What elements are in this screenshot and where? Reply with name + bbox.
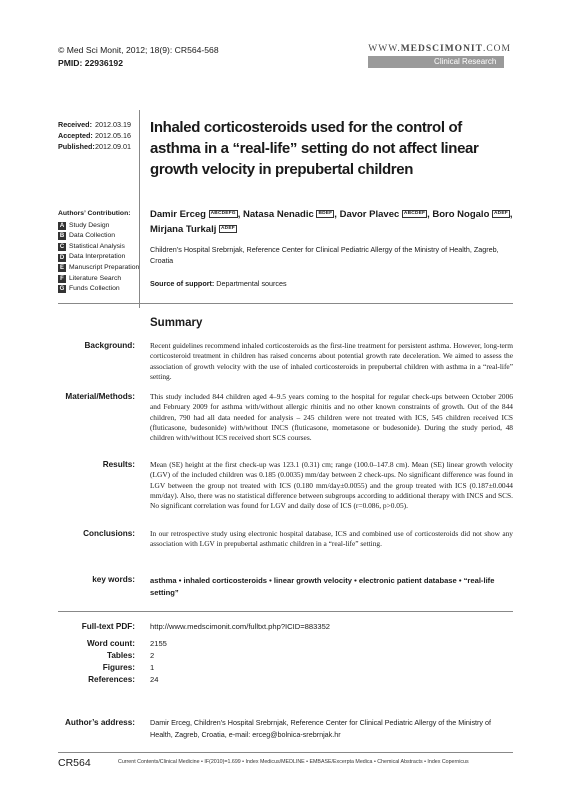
author-roles: ADEF	[494, 211, 508, 216]
date-label: Published:	[58, 142, 95, 151]
author-roles: ABCDEFG	[210, 211, 236, 216]
brand-suffix: .COM	[482, 44, 511, 54]
tables-value: 2	[150, 651, 155, 660]
author-name: Natasa Nenadic	[243, 209, 314, 220]
date-row	[58, 119, 131, 130]
figures-value: 1	[150, 663, 155, 672]
references-label: References:	[88, 675, 135, 684]
author-name: Mirjana Turkalj	[150, 223, 217, 235]
keywords-text: asthma • inhaled corticosteroids • linear growth velocity • electronic patient database • “real-life setting”	[150, 576, 495, 597]
brand-name: MEDSCIMONIT	[400, 44, 483, 54]
contribution-label: Data Interpretation	[69, 253, 126, 261]
conclusions-label: Conclusions:	[83, 529, 135, 538]
contribution-code: G	[59, 286, 65, 293]
summary-heading: Summary	[150, 317, 203, 329]
author-name: Davor Plavec	[339, 209, 400, 220]
tables-label: Tables:	[106, 651, 135, 660]
contribution-item	[58, 263, 139, 274]
contribution-label: Literature Search	[69, 274, 122, 282]
figures-label: Figures:	[102, 663, 135, 672]
date-value: 2012.09.01	[95, 142, 131, 151]
date-label: Received:	[58, 120, 92, 129]
contribution-item	[58, 274, 139, 285]
footer-divider	[58, 752, 513, 753]
contribution-label: Data Collection	[69, 232, 116, 240]
citation: © Med Sci Monit, 2012; 18(9): CR564-568	[58, 45, 219, 55]
journal-header	[58, 44, 219, 70]
section-divider	[58, 303, 513, 304]
contribution-label: Funds Collection	[69, 285, 120, 293]
contribution-code: F	[58, 275, 66, 283]
fulltext-link[interactable]: http://www.medscimonit.com/fulltxt.php?ICID=883352	[150, 622, 331, 631]
author-roles: ABCDEF	[403, 211, 426, 216]
contribution-code: E	[59, 265, 64, 272]
date-value: 2012.05.16	[95, 131, 131, 140]
author-name: Damir Erceg	[150, 209, 206, 220]
background-label: Background:	[84, 341, 135, 350]
support-label: Source of support:	[150, 279, 215, 288]
results-text: Mean (SE) height at the first check-up was 123.1 (0.31) cm; range (100.0–147.8 cm). Mean (SE) linear growth velocity (LGV) of the included children was 0.185 (0.0035) mm/day between 2 check-ups. No significant difference was found in LGV between the group not treated with ICS (0.180 mm/day±0.0055) and the group treated with ICS (0.187±0.0044 mm/day). Also, there was no statistical difference between subgroups according to additional therapy with INCS and SCS. No significant correlation was found for LGV and daily dose of ICS (r=0.086, p>0.05).	[150, 460, 513, 511]
conclusions-text: In our retrospective study using electronic hospital database, ICS and combined use of corticosteroids did not show any association with LGV in prepubertal asthmatic children in a “real-life” setting.	[150, 529, 513, 549]
references-value: 24	[150, 675, 159, 684]
date-value: 2012.03.19	[95, 120, 131, 129]
contribution-item	[58, 231, 139, 242]
contribution-item	[58, 284, 139, 295]
methods-text: This study included 844 children aged 4–9.5 years coming to the hospital for regular check-ups between October 2006 and February 2009 for asthma with/without allergic rhinitis and no other known constraints of growth. Out of the 844 children, 790 had all data needed for analysis – 245 children were not treated with ICS, 545 children received ICS (fluticasone, budesonide) with/without INCS (fluticasone, mometasone or budesonide). During the study period, 48 children with/without ICS received short SCS courses.	[150, 392, 513, 443]
author-list: Damir Erceg ABCDEFG , Natasa Nenadic BDEF , Davor Plavec ABCDEF , Boro Nogalo ADEF , Mirjana Turkalj ADEF	[150, 209, 513, 235]
section-badge: Clinical Research	[368, 56, 504, 68]
author-contributions	[58, 209, 139, 295]
publication-dates	[58, 119, 131, 152]
contribution-code: C	[59, 244, 65, 251]
author-roles: BDEF	[318, 211, 333, 216]
section-divider	[58, 611, 513, 612]
source-of-support	[150, 279, 287, 288]
methods-label: Material/Methods:	[65, 392, 135, 401]
fulltext-label: Full-text PDF:	[81, 622, 135, 631]
journal-brand	[368, 44, 511, 68]
contribution-label: Study Design	[69, 221, 110, 229]
author-roles: ADEF	[220, 225, 235, 231]
contribution-label: Statistical Analysis	[69, 242, 125, 250]
page-number: CR564	[58, 757, 91, 769]
contribution-item	[58, 252, 139, 263]
author-name: Boro Nogalo	[432, 209, 490, 220]
support-value: Departmental sources	[216, 279, 287, 288]
address-label: Author’s address:	[64, 718, 135, 727]
author-address: Damir Erceg, Children’s Hospital Srebrnjak, Reference Center for Clinical Pediatric Allergy of the Ministry of Health, Zagreb, Croatia, e-mail: erceg@bolnica-srebrnjak.hr	[150, 718, 492, 739]
brand-prefix: WWW.	[368, 44, 401, 54]
word-count-value: 2155	[150, 639, 167, 648]
contributions-heading: Authors’ Contribution:	[58, 210, 131, 217]
date-row	[58, 130, 131, 141]
word-count-label: Word count:	[86, 639, 135, 648]
contribution-item	[58, 221, 139, 232]
results-label: Results:	[102, 460, 135, 469]
date-label: Accepted:	[58, 131, 93, 140]
contribution-code: A	[59, 222, 65, 229]
pmid: PMID: 22936192	[58, 58, 123, 68]
contribution-code: B	[59, 233, 65, 240]
contribution-label: Manuscript Preparation	[69, 263, 140, 271]
brand-logo[interactable]	[368, 44, 511, 54]
background-text: Recent guidelines recommend inhaled corticosteroids as the first-line treatment for persistent asthma. However, long-term corticosteroid treatment in children has raised concerns about potential growth rate deceleration. We aimed to assess the association of growth velocity with the use of inhaled corticosteroids in prepubertal children with asthma in a “real-life” setting.	[150, 341, 513, 381]
affiliation: Children’s Hospital Srebrnjak, Reference Center for Clinical Pediatric Allergy of the Ministry of Health, Zagreb, Croatia	[150, 245, 499, 265]
contribution-item	[58, 242, 139, 253]
date-row	[58, 141, 131, 152]
article-title: Inhaled corticosteroids used for the control of asthma in a “real-life” setting do not affect linear growth velocity in prepubertal children	[150, 119, 479, 178]
indexing-list: Current Contents/Clinical Medicine • IF(2010)=1.699 • Index Medicus/MEDLINE • EMBASE/Excerpta Medica • Chemical Abstracts • Index Copernicus	[118, 759, 469, 765]
keywords-label: key words:	[92, 575, 135, 584]
contribution-code: D	[59, 254, 65, 261]
